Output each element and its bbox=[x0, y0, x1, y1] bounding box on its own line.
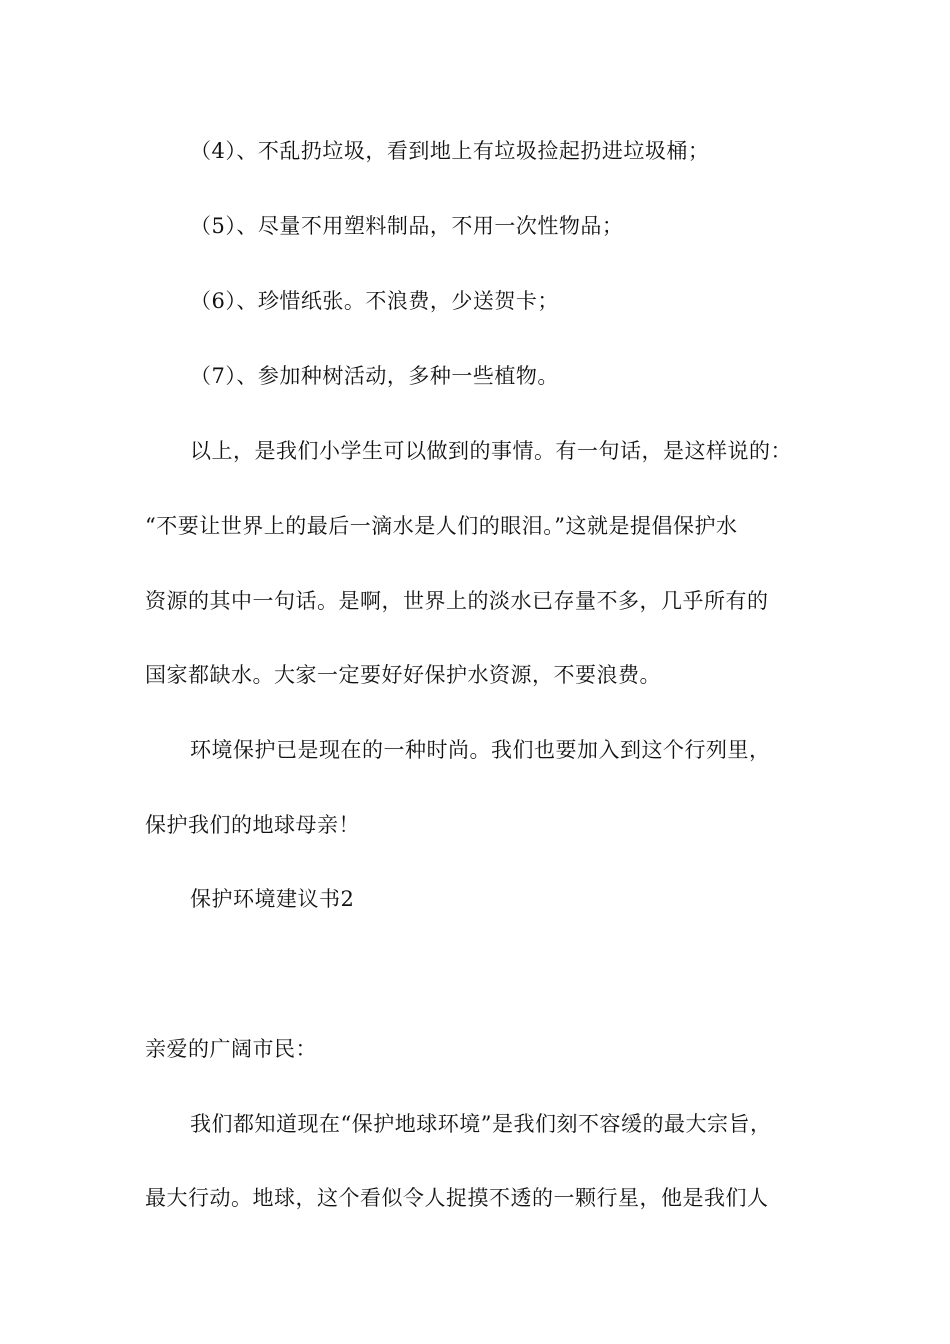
section-title: 保护环境建议书2 bbox=[190, 887, 355, 911]
paragraph-line: 资源的其中一句话。是啊，世界上的淡水已存量不多，几乎所有的 bbox=[145, 589, 769, 613]
list-item-7: （7）、参加种树活动，多种一些植物。 bbox=[190, 364, 559, 388]
paragraph-line: 以上，是我们小学生可以做到的事情。有一句话，是这样说的： bbox=[190, 439, 792, 463]
paragraph-line: 最大行动。地球，这个看似令人捉摸不透的一颗行星，他是我们人 bbox=[145, 1186, 769, 1210]
paragraph-line: 国家都缺水。大家一定要好好保护水资源，不要浪费。 bbox=[145, 663, 661, 687]
list-item-6: （6）、珍惜纸张。不浪费，少送贺卡； bbox=[190, 289, 559, 313]
list-item-5: （5）、尽量不用塑料制品，不用一次性物品； bbox=[190, 214, 624, 238]
paragraph-line: 环境保护已是现在的一种时尚。我们也要加入到这个行列里， bbox=[190, 738, 771, 762]
list-item-4: （4）、不乱扔垃圾，看到地上有垃圾捡起扔进垃圾桶； bbox=[190, 139, 710, 163]
paragraph-line: 保护我们的地球母亲！ bbox=[145, 813, 360, 837]
paragraph-line: “不要让世界上的最后一滴水是人们的眼泪。”这就是提倡保护水 bbox=[145, 514, 738, 538]
salutation: 亲爱的广阔市民： bbox=[145, 1037, 317, 1061]
paragraph-line: 我们都知道现在“保护地球环境”是我们刻不容缓的最大宗旨， bbox=[190, 1112, 772, 1136]
